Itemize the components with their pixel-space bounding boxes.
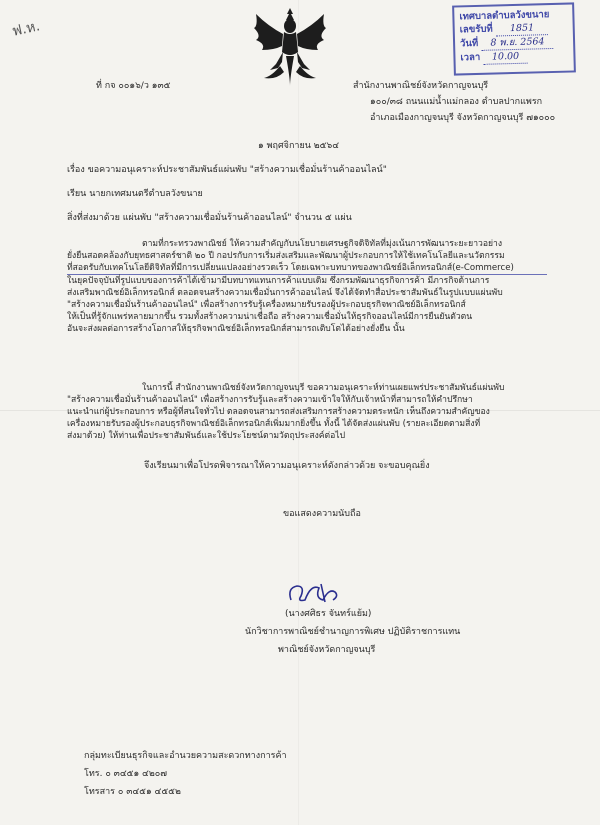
handwritten-note: ฟ.ห. xyxy=(10,18,42,40)
para1-line: ยั่งยืนสอดคล้องกับยุทธศาสตร์ชาติ ๒๐ ปี กอปรกับการเริ่มส่งเสริมและพัฒนาผู้ประกอบการให้ใช้เทคโนโลยีและนวัตกรรม xyxy=(67,251,505,261)
signer-name: (นางศศิธร จันทร์แย้ม) xyxy=(285,609,372,619)
stamp-recv-no-value: 1851 xyxy=(496,21,548,36)
para2-line: "สร้างความเชื่อมั่นร้านค้าออนไลน์" เพื่อสร้างการรับรู้และสร้างความเข้าใจให้กับเจ้าหน้าที่สามารถให้คำปรึกษา xyxy=(67,395,473,405)
footer-unit: กลุ่มทะเบียนธุรกิจและอำนวยความสะดวกทางการค้า xyxy=(84,751,287,761)
paragraph-background xyxy=(67,238,547,335)
document-number: ที่ กจ ๐๐๑๖/ว ๑๓๕ xyxy=(96,81,171,91)
footer-fax: โทรสาร ๐ ๓๔๕๑ ๔๕๕๒ xyxy=(84,787,181,797)
para2-line: ในการนี้ สำนักงานพาณิชย์จังหวัดกาญจนบุรี ขอความอนุเคราะห์ท่านเผยแพร่ประชาสัมพันธ์แผ่นพับ xyxy=(142,383,505,393)
para2-line: เครื่องหมายรับรองผู้ประกอบธุรกิจพาณิชย์อิเล็กทรอนิกส์เพิ่มมากยิ่งขึ้น ทั้งนี้ ได้จัดส่งแผ่นพับ (รายละเอียดตามสิ่งที่ xyxy=(67,419,481,429)
sender-line-3: อำเภอเมืองกาญจนบุรี จังหวัดกาญจนบุรี ๗๑๐๐๐ xyxy=(370,113,556,123)
para1-line: อันจะส่งผลต่อการสร้างโอกาสให้ธุรกิจพาณิชย์อิเล็กทรอนิกส์สามารถเติบโตได้อย่างยั่งยืน นั้น xyxy=(67,324,405,334)
recipient-line: เรียน นายกเทศมนตรีตำบลวังขนาย xyxy=(67,189,203,199)
stamp-date xyxy=(460,35,568,52)
salutation: ขอแสดงความนับถือ xyxy=(283,509,361,519)
para1-line: ที่สอดรับกับเทคโนโลยีดิจิทัลที่มีการเปลี่ยนแปลงอย่างรวดเร็ว โดยเฉพาะบทบาทของพาณิชย์อิเล็กทรอนิกส์(e-Commerce) xyxy=(67,262,547,275)
stamp-org: เทศบาลตำบลวังขนาย xyxy=(459,9,550,23)
para2-line: แนะนำแก่ผู้ประกอบการ หรือผู้ที่สนใจทั่วไป ตลอดจนสามารถส่งเสริมการสร้างความตระหนัก เห็นถึงความสำคัญของ xyxy=(67,407,490,417)
signature-mark xyxy=(285,578,355,606)
subject-line: เรื่อง ขอความอนุเคราะห์ประชาสัมพันธ์แผ่นพับ "สร้างความเชื่อมั่นร้านค้าออนไลน์" xyxy=(67,165,387,175)
stamp-time-label: เวลา xyxy=(460,51,481,64)
para1-line: ตามที่กระทรวงพาณิชย์ ให้ความสำคัญกับนโยบายเศรษฐกิจดิจิทัลที่มุ่งเน้นการพัฒนาระยะยาวอย่าง xyxy=(142,239,503,249)
stamp-time xyxy=(460,49,568,66)
para1-line: ส่งเสริมพาณิชย์อิเล็กทรอนิกส์ ตลอดจนสร้างความเชื่อมั่นการค้าออนไลน์ จึงได้จัดทำสื่อประชาสัมพันธ์ในรูปแบบแผ่นพับ xyxy=(67,288,503,298)
stamp-date-label: วันที่ xyxy=(459,37,479,50)
enclosure-line: สิ่งที่ส่งมาด้วย แผ่นพับ "สร้างความเชื่อมั่นร้านค้าออนไลน์" จำนวน ๕ แผ่น xyxy=(67,213,352,223)
para1-line: ให้เป็นที่รู้จักแพร่หลายมากขึ้น รวมทั้งสร้างความน่าเชื่อถือ สร้างความเชื่อมั่นให้ธุรกิจออนไลน์มีการยืนยันตัวตน xyxy=(67,312,473,322)
signer-position: นักวิชาการพาณิชย์ชำนาญการพิเศษ ปฏิบัติราชการแทน xyxy=(245,627,461,637)
garuda-emblem-icon xyxy=(250,6,330,88)
paragraph-request xyxy=(67,382,547,442)
receiving-stamp xyxy=(452,2,576,75)
stamp-time-value: 10.00 xyxy=(483,50,527,65)
footer-tel: โทร. ๐ ๓๔๕๑ ๔๒๐๗ xyxy=(84,769,168,779)
sender-line-2: ๑๐๐/๓๘ ถนนแม่น้ำแม่กลอง ตำบลปากแพรก xyxy=(370,97,543,107)
stamp-recv-no-label: เลขรับที่ xyxy=(459,23,493,36)
para1-line: "สร้างความเชื่อมั่นร้านค้าออนไลน์" เพื่อสร้างการรับรู้เครื่องหมายรับรองผู้ประกอบธุรกิจพาณิชย์อิเล็กทรอนิกส์ xyxy=(67,300,466,310)
signer-office: พาณิชย์จังหวัดกาญจนบุรี xyxy=(278,645,376,655)
closing-request: จึงเรียนมาเพื่อโปรดพิจารณาให้ความอนุเคราะห์ดังกล่าวด้วย จะขอบคุณยิ่ง xyxy=(144,461,430,471)
para2-line: ส่งมาด้วย) ให้ท่านเพื่อประชาสัมพันธ์และใช้ประโยชน์ตามวัตถุประสงค์ต่อไป xyxy=(67,431,346,441)
sender-line-1: สำนักงานพาณิชย์จังหวัดกาญจนบุรี xyxy=(353,81,489,91)
para1-line: ในยุคปัจจุบันที่รูปแบบของการค้าได้เข้ามามีบทบาทแทนการค้าแบบเดิม ซึ่งกรมพัฒนาธุรกิจการค้า มีภารกิจด้านการ xyxy=(67,276,490,286)
stamp-date-value: 8 พ.ย. 2564 xyxy=(481,35,553,51)
document-date: ๑ พฤศจิกายน ๒๕๖๔ xyxy=(258,141,339,151)
